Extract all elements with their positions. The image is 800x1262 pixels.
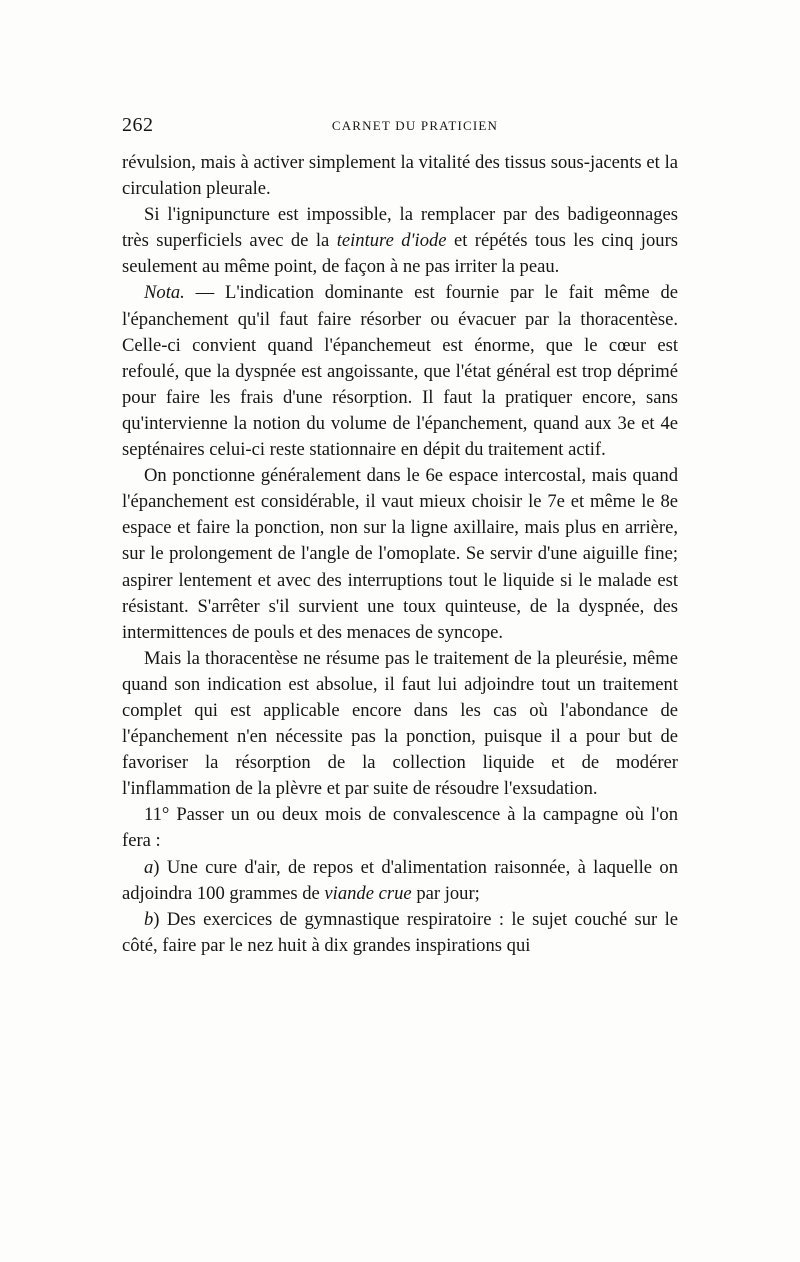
paragraph [122,646,678,803]
text-segment: On ponctionne généralement dans le 6e espace intercostal, mais quand l'épanchement est considérable, il vaut mieux choisir le 7e et même le 8e espace et faire la ponction, non sur la ligne axillaire, mais plus en arrière, sur le prolongement de l'angle de l'omoplate. Se servir d'une aiguille fine; aspirer lentement et avec des interruptions tout le liquide si le malade est résistant. S'arrêter s'il survient une toux quinteuse, de la dyspnée, des intermittences de pouls et des menaces de syncope. [122,465,678,643]
text-segment: et répétés tous les cinq jours seulement au même point, de façon à ne pas irriter la peau. [122,230,678,278]
text-segment: révulsion, mais à activer simplement la vitalité des tissus sous-jacents et la circulation pleurale. [122,152,678,200]
paragraph [122,855,678,907]
paragraph [122,280,678,463]
italic-text: b [144,908,154,930]
paragraph [122,463,678,646]
text-segment: — L'indication dominante est fournie par le fait même de l'épanchement qu'il faut faire résorber ou évacuer par la thoracentèse. Celle-ci convient quand l'épanchemeut est énorme, que le cœur est refoulé, que la dyspnée est angoissante, que l'état général est trop déprimé pour faire les frais d'une résorption. Il faut la pratiquer encore, sans qu'intervienne la notion du volume de l'épanchement, quand aux 3e et 4e septénaires celui-ci reste stationnaire en dépit du traitement actif. [122,282,678,461]
paragraph [122,202,678,280]
paragraph [122,150,678,202]
text-segment: par jour; [411,882,480,904]
paragraph [122,802,678,854]
text-segment: Si l'ignipuncture est impossible, la remplacer par des badigeonnages très superficiels avec de la [122,204,678,252]
text-segment: Mais la thoracentèse ne résume pas le traitement de la pleurésie, même quand son indication est absolue, il faut lui adjoindre tout un traitement complet qui est applicable encore dans les cas où l'abondance de l'épanchement n'en nécessite pas la ponction, puisque il a pour but de favoriser la résorption de la collection liquide et de modérer l'inflammation de la plèvre et par suite de résoudre l'exsudation. [122,647,678,800]
body-text [122,150,678,959]
text-segment: ) Des exercices de gymnastique respiratoire : le sujet couché sur le côté, faire par le nez huit à dix grandes inspirations qui [122,908,678,956]
page-number: 262 [122,114,154,136]
running-title: CARNET DU PRATICIEN [331,118,499,133]
italic-text: teinture d'iode [336,230,447,252]
italic-text: viande crue [324,882,412,904]
text-segment: 11° Passer un ou deux mois de convalescence à la campagne où l'on fera : [122,804,678,852]
paragraph [122,907,678,959]
text-segment: ) Une cure d'air, de repos et d'alimentation raisonnée, à laquelle on adjoindra 100 grammes de [122,856,678,904]
italic-text: a [144,856,154,878]
page-header [122,114,684,142]
italic-text: Nota. [144,282,185,304]
